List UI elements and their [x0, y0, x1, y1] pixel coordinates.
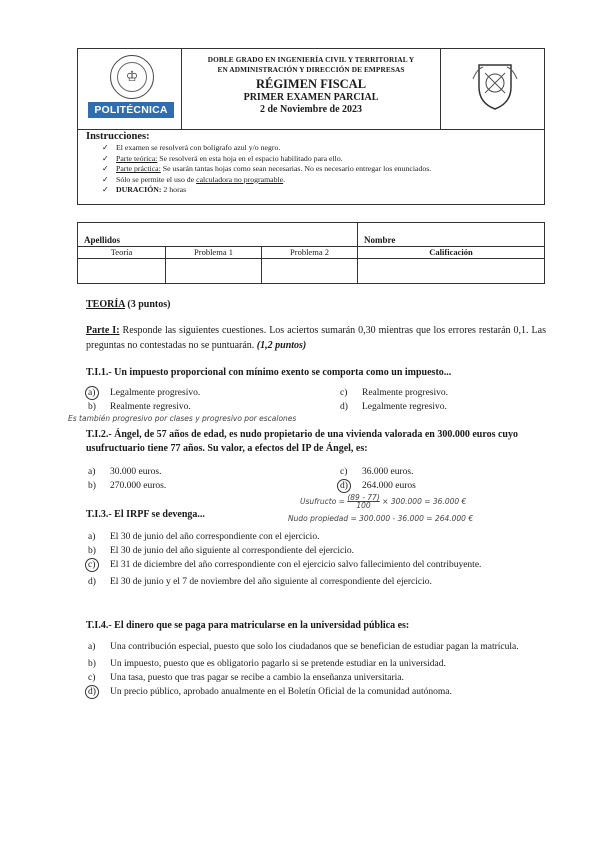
q2-option-b[interactable]: b) 270.000 euros. — [88, 481, 167, 491]
calificacion-score-cell[interactable] — [358, 259, 544, 283]
nombre-field[interactable]: Nombre — [364, 235, 396, 245]
instruction-item: ✓ Parte práctica: Se usarán tantas hojas como sean necesarias. No es necesario entregar los enunciados. — [102, 164, 432, 174]
exam-title: PRIMER EXAMEN PARCIAL — [243, 92, 379, 103]
answer-circle-icon — [85, 386, 99, 400]
university-seal-icon: ♔ — [110, 55, 154, 99]
q2-option-c[interactable]: c) 36.000 euros. — [340, 467, 414, 477]
problema2-score-cell[interactable] — [262, 259, 358, 283]
q4-option-b[interactable]: b) Un impuesto, puesto que es obligatorio pagarlo si se pretende estudiar en la universidad. — [88, 659, 446, 669]
check-icon: ✓ — [102, 153, 109, 163]
handwritten-calc-usufructo: Usufructo = $\frac{(89 - 77)}{100}$ × 300.000 = 36.000 € — [300, 493, 467, 510]
q3-option-b[interactable]: b) El 30 de junio del año siguiente al correspondiente del ejercicio. — [88, 546, 355, 556]
check-icon: ✓ — [102, 164, 109, 174]
question-4-title: T.I.4.- El dinero que se paga para matricularse en la universidad pública es: — [86, 620, 410, 631]
q3-option-a[interactable]: a) El 30 de junio del año correspondiente con el ejercicio. — [88, 532, 320, 542]
handwritten-note-q1: Es también progresivo por clases y progresivo por escalones — [68, 414, 297, 423]
instructions-list — [102, 143, 544, 196]
q4-option-a[interactable]: a) Una contribución especial, puesto que solo los ciudadanos que se benefician de estudiar pagan la matrícula. — [88, 642, 519, 652]
q1-option-d[interactable]: d) Legalmente regresivo. — [340, 402, 447, 412]
instruction-item: ✓ El examen se resolverá con bolígrafo azul y/o negro. — [102, 143, 281, 152]
problema2-header: Problema 2 — [262, 247, 358, 258]
q3-option-d[interactable]: d) El 30 de junio y el 7 de noviembre del año siguiente al correspondiente del ejercicio. — [88, 577, 432, 587]
exam-header — [77, 48, 545, 130]
instruction-item: ✓ Sólo se permite el uso de calculadora no programable. — [102, 174, 286, 184]
problema1-header: Problema 1 — [166, 247, 262, 258]
theory-heading: TEORÍA (3 puntos) — [86, 299, 171, 310]
handwritten-calc-nudo-propiedad: Nudo propiedad = 300.000 - 36.000 = 264.000 € — [288, 514, 474, 523]
question-3-title: T.I.3.- El IRPF se devenga... — [86, 509, 205, 520]
instructions-title: Instrucciones: — [86, 131, 150, 142]
school-crest-cell — [440, 49, 544, 129]
check-icon: ✓ — [102, 174, 109, 184]
answer-circle-icon — [85, 558, 99, 572]
apellidos-field[interactable]: Apellidos — [78, 223, 358, 246]
exam-date: 2 de Noviembre de 2023 — [259, 104, 363, 115]
degree-line-2: EN ADMINISTRACIÓN Y DIRECCIÓN DE EMPRESAS — [217, 65, 405, 74]
question-2-title: T.I.2.- Ángel, de 57 años de edad, es nudo propietario de una vivienda valorada en 300.000 euros cuyo usufructuario tiene 77 años. Su valor, a efectos del IP de Ángel, es: — [86, 429, 518, 454]
q4-option-c[interactable]: c) Una tasa, puesto que tras pagar se recibe a cambio la enseñanza universitaria. — [88, 673, 404, 683]
instructions-box — [77, 130, 545, 205]
check-icon: ✓ — [102, 143, 109, 152]
grade-table — [77, 222, 545, 284]
answer-circle-icon — [337, 479, 351, 493]
instruction-item: ✓ DURACIÓN: 2 horas — [102, 185, 187, 195]
answer-circle-icon — [85, 685, 99, 699]
q2-option-a[interactable]: a) 30.000 euros. — [88, 467, 162, 477]
question-1-options — [88, 386, 548, 414]
brand-label: POLITÉCNICA — [88, 102, 174, 118]
degree-line-1: DOBLE GRADO EN INGENIERÍA CIVIL Y TERRITORIAL Y — [207, 55, 415, 64]
q3-option-c[interactable]: c) El 31 de diciembre del año correspondiente con el ejercicio salvo fallecimiento del contribuyente. — [88, 558, 544, 572]
q1-option-a[interactable]: a) Legalmente progresivo. — [88, 386, 340, 400]
question-3-options — [88, 530, 544, 589]
university-logo-cell — [78, 49, 182, 129]
question-4-options — [88, 640, 544, 699]
q1-option-b[interactable]: b) Realmente regresivo. — [88, 402, 191, 412]
header-title-block — [182, 49, 440, 129]
question-2-options — [88, 465, 548, 493]
calificacion-header: Calificación — [429, 247, 473, 257]
parte-intro: Parte I: Responde las siguientes cuestiones. Los aciertos sumarán 0,30 mientras que los errores restarán 0,1. Las preguntas no contestadas no se puntuarán. (1,2 puntos) — [86, 325, 546, 351]
subject-title: RÉGIMEN FISCAL — [255, 77, 367, 91]
q4-option-d[interactable]: d) Un precio público, aprobado anualmente en el Boletín Oficial de la comunidad autónoma. — [88, 685, 544, 699]
teoria-score-cell[interactable] — [78, 259, 166, 283]
q2-option-d[interactable]: d) 264.000 euros — [340, 479, 416, 493]
teoria-header: Teoría — [78, 247, 166, 258]
q1-option-c[interactable]: c) Realmente progresivo. — [340, 388, 449, 398]
school-crest-icon — [471, 59, 519, 111]
problema1-score-cell[interactable] — [166, 259, 262, 283]
question-1-title: T.I.1.- Un impuesto proporcional con mínimo exento se comporta como un impuesto... — [86, 367, 452, 378]
instruction-item: ✓ Parte teórica: Se resolverá en esta hoja en el espacio habilitado para ello. — [102, 153, 343, 163]
check-icon: ✓ — [102, 185, 109, 195]
